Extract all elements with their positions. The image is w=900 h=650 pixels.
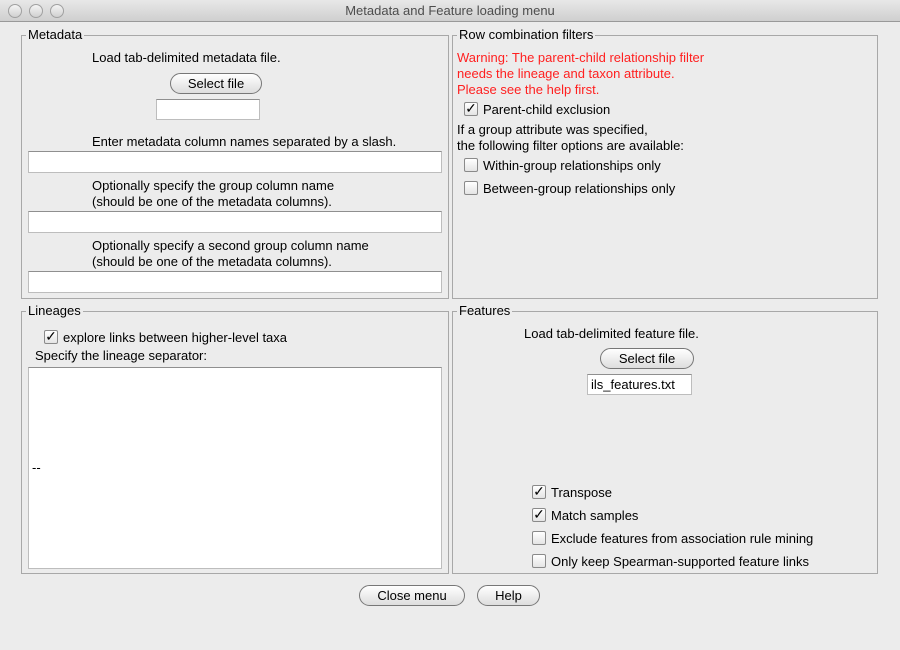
metadata-columns-input[interactable] [28, 151, 442, 173]
within-group-checkbox[interactable] [464, 158, 478, 172]
features-legend: Features [459, 303, 511, 318]
parent-child-label: Parent-child exclusion [483, 102, 611, 117]
spearman-label: Only keep Spearman-supported feature links [551, 554, 809, 569]
group-label: Optionally specify the group column name [92, 178, 335, 193]
within-group-label: Within-group relationships only [483, 158, 661, 173]
metadata-file-field[interactable] [156, 99, 260, 120]
help-button[interactable]: Help [477, 585, 540, 606]
warning-line: needs the lineage and taxon attribute. [457, 66, 675, 81]
close-window-button[interactable] [8, 4, 22, 18]
zoom-window-button[interactable] [50, 4, 64, 18]
lineages-panel [21, 303, 449, 574]
warning-line: Please see the help first. [457, 82, 600, 97]
features-select-file-button[interactable]: Select file [600, 348, 694, 369]
info-line: the following filter options are available: [457, 138, 684, 153]
match-samples-checkbox[interactable]: ✓ [533, 506, 545, 522]
metadata-panel [21, 27, 449, 299]
explore-links-checkbox[interactable]: ✓ [45, 328, 57, 344]
explore-links-label: explore links between higher-level taxa [63, 330, 288, 345]
row-filters-legend: Row combination filters [459, 27, 594, 42]
exclude-features-label: Exclude features from association rule mining [551, 531, 814, 546]
group2-label: Optionally specify a second group column name [92, 238, 369, 253]
spearman-checkbox[interactable] [532, 554, 546, 568]
metadata-load-label: Load tab-delimited metadata file. [92, 50, 281, 65]
metadata-columns-label: Enter metadata column names separated by a slash. [92, 134, 397, 149]
minimize-window-button[interactable] [29, 4, 43, 18]
lineages-legend: Lineages [28, 303, 81, 318]
features-panel [452, 303, 878, 574]
group2-column-input[interactable] [28, 271, 442, 293]
row-filters-panel [452, 27, 878, 299]
group2-label-hint: (should be one of the metadata columns). [92, 254, 332, 269]
exclude-features-checkbox[interactable] [532, 531, 546, 545]
separator-label: Specify the lineage separator: [35, 348, 207, 363]
transpose-label: Transpose [551, 485, 612, 500]
features-file-field[interactable]: ils_features.txt [587, 374, 692, 395]
match-samples-label: Match samples [551, 508, 639, 523]
separator-input[interactable]: -- [28, 367, 442, 569]
metadata-legend: Metadata [28, 27, 83, 42]
title-bar [0, 0, 900, 22]
transpose-checkbox[interactable]: ✓ [533, 483, 545, 499]
group-label-hint: (should be one of the metadata columns). [92, 194, 332, 209]
window-title: Metadata and Feature loading menu [345, 3, 555, 18]
between-group-label: Between-group relationships only [483, 181, 676, 196]
warning-line: Warning: The parent-child relationship filter [457, 50, 705, 65]
close-menu-button[interactable]: Close menu [359, 585, 465, 606]
parent-child-checkbox[interactable]: ✓ [465, 100, 477, 116]
group-column-input[interactable] [28, 211, 442, 233]
info-line: If a group attribute was specified, [457, 122, 648, 137]
between-group-checkbox[interactable] [464, 181, 478, 195]
metadata-select-file-button[interactable]: Select file [170, 73, 262, 94]
features-load-label: Load tab-delimited feature file. [524, 326, 699, 341]
